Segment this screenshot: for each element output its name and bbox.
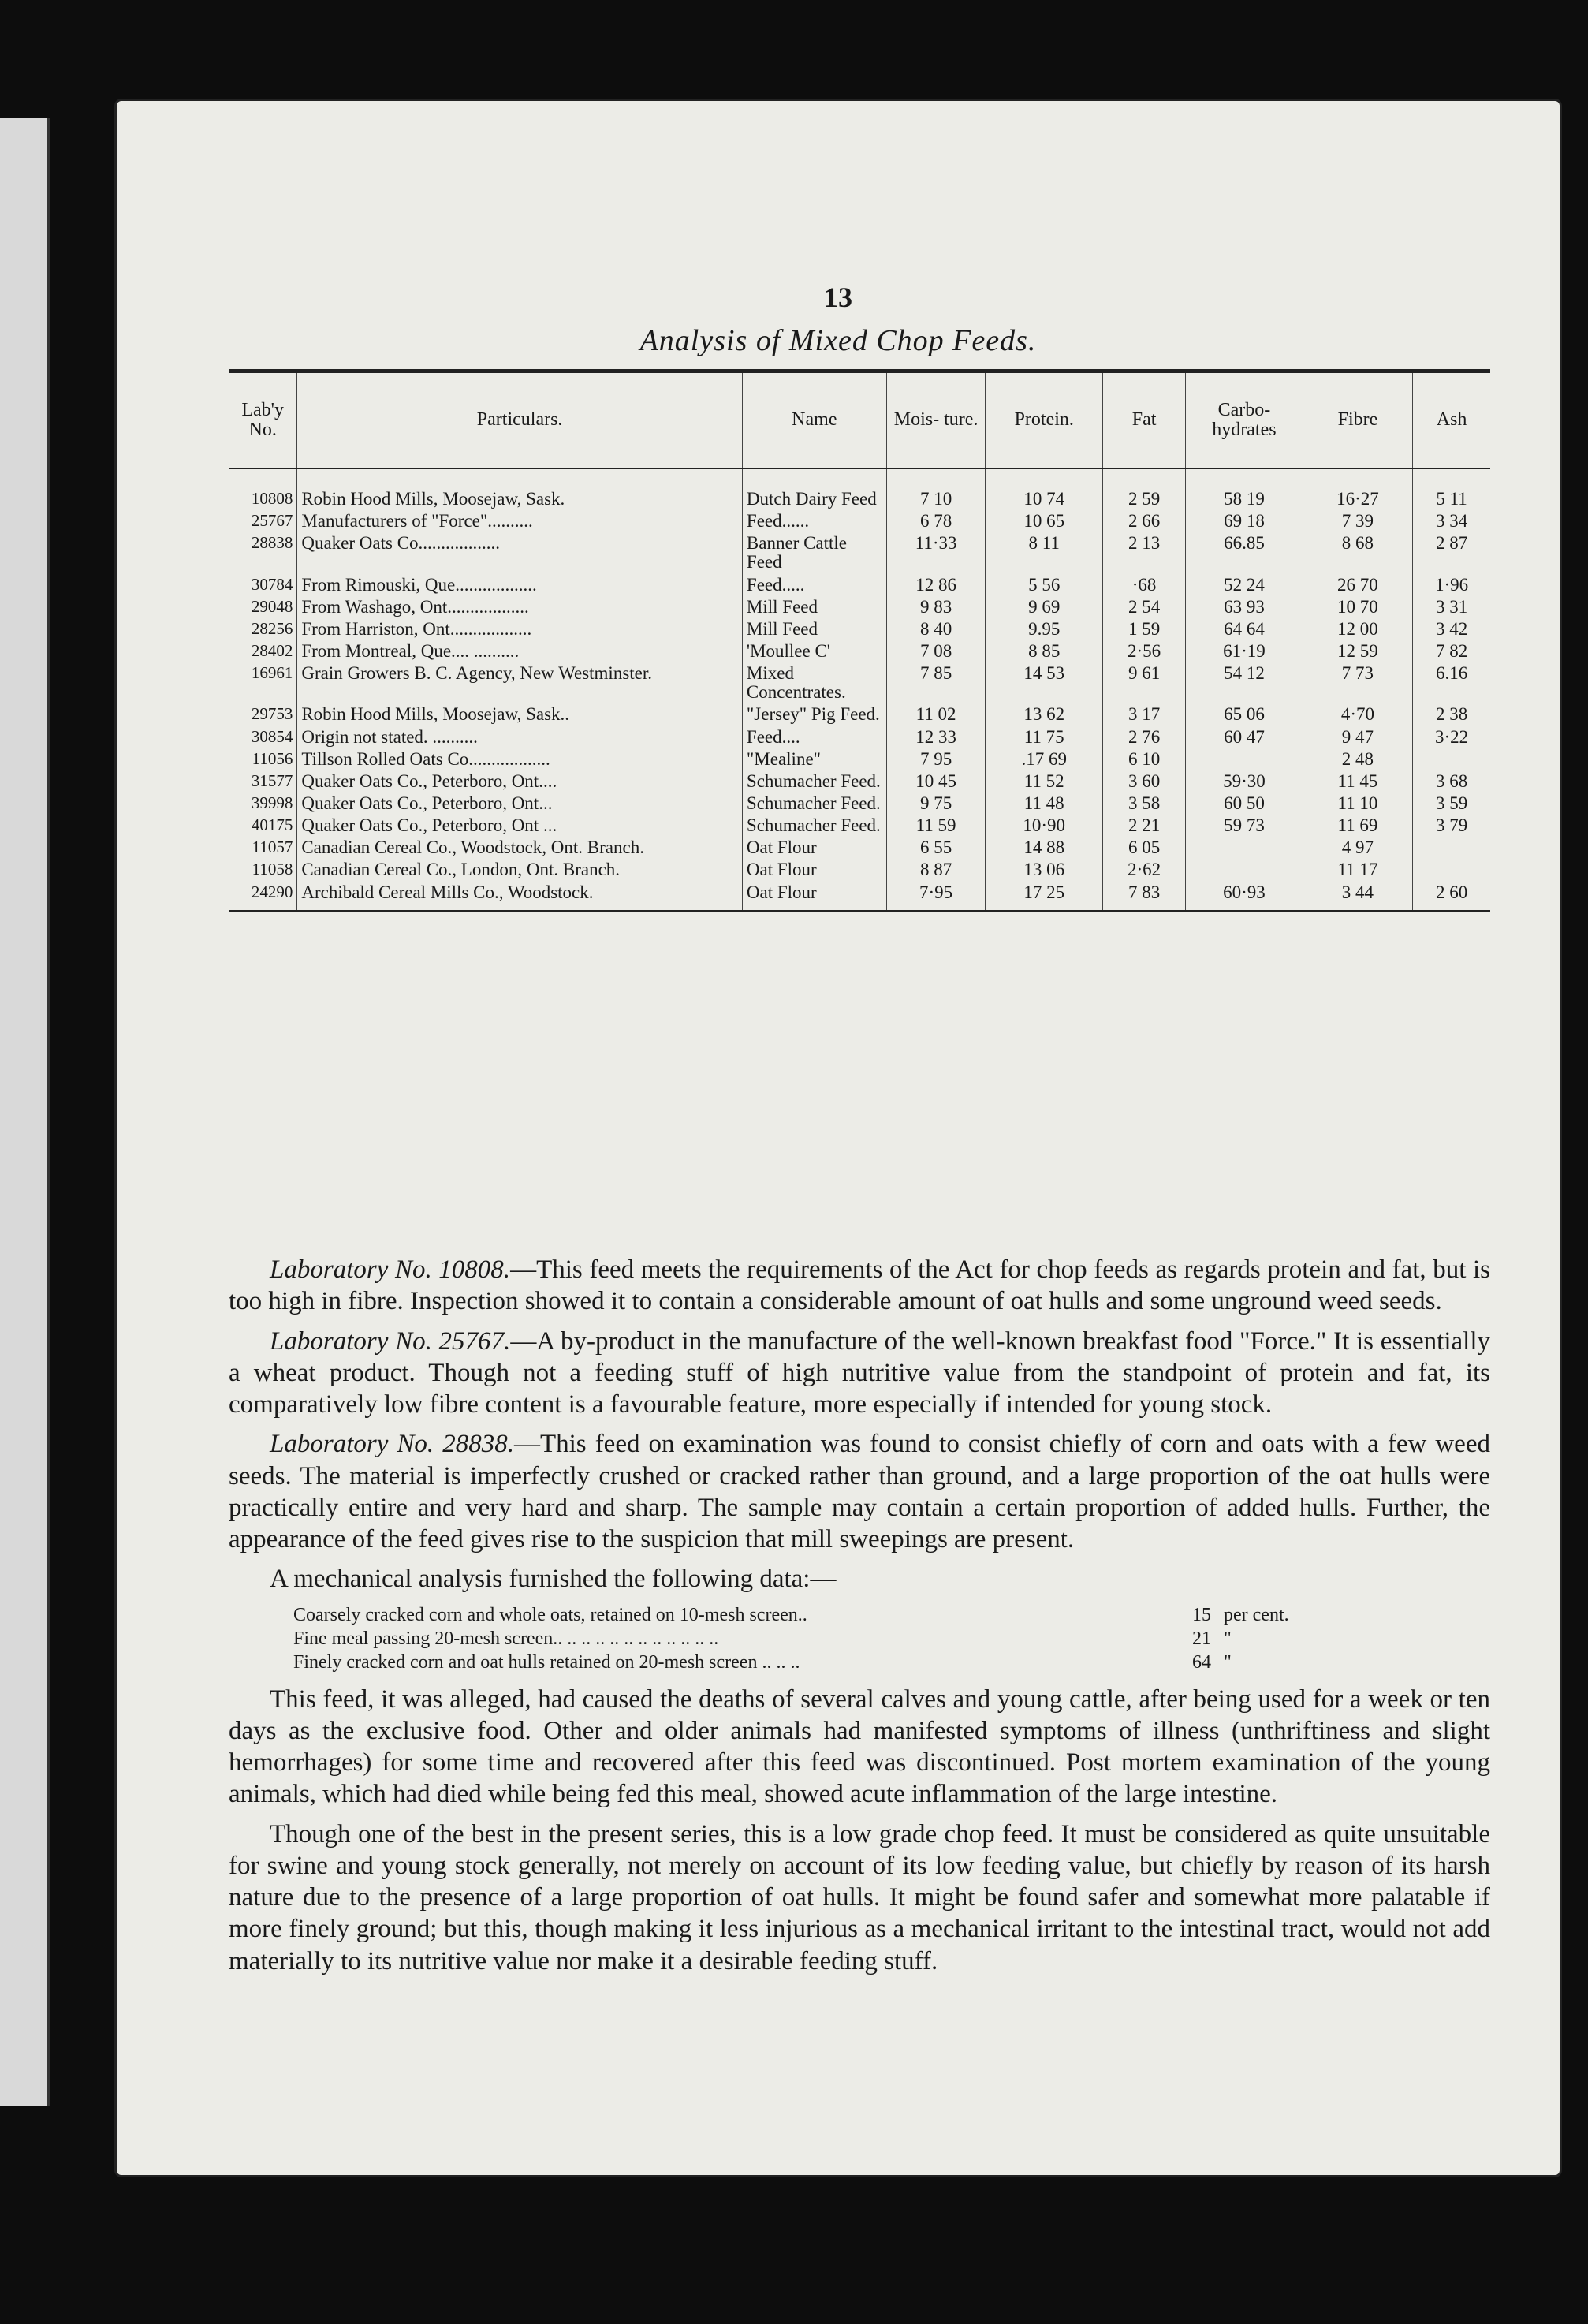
- cell-name: Feed....: [742, 726, 886, 748]
- cell-lab-number: 16961: [229, 662, 297, 703]
- cell-ash: 3 68: [1435, 770, 1468, 791]
- cell-fat: 2 66: [1103, 510, 1186, 532]
- table-row: [229, 662, 1490, 703]
- cell-name: "Jersey" Pig Feed.: [742, 703, 886, 726]
- table-row: [229, 596, 1490, 618]
- mechanical-row: [293, 1603, 1318, 1627]
- header-particulars: Particulars.: [297, 373, 743, 468]
- table-row: [229, 882, 1490, 911]
- header-protein: Protein.: [986, 373, 1103, 468]
- mechanical-label: Finely cracked corn and oat hulls retained on 20-mesh screen .. .. ..: [293, 1651, 800, 1673]
- table-row: [229, 468, 1490, 510]
- cell-lab-number: 11058: [229, 859, 297, 881]
- cell-ash: 2 87: [1435, 533, 1468, 554]
- cell-ash: 2 60: [1413, 882, 1490, 911]
- mechanical-label: Coarsely cracked corn and whole oats, retained on 10-mesh screen..: [293, 1604, 807, 1625]
- cell-particulars: From Washago, Ont..................: [297, 596, 743, 618]
- cell-ash: [1413, 859, 1490, 881]
- mechanical-label: Fine meal passing 20-mesh screen.. .. .. .. .. .. .. .. .. .. .. ..: [293, 1628, 719, 1649]
- cell-particulars: Quaker Oats Co., Peterboro, Ont...: [297, 793, 743, 815]
- cell-moisture: 11 02: [886, 703, 986, 726]
- table-row: [229, 859, 1490, 881]
- cell-particulars: From Harriston, Ont..................: [297, 618, 743, 640]
- cell-protein: 17 25: [986, 882, 1103, 911]
- page-number: 13: [824, 282, 852, 313]
- cell-moisture: 12 86: [886, 574, 986, 596]
- cell-name: Oat Flour: [742, 882, 886, 911]
- cell-lab-number: 25767: [229, 510, 297, 532]
- cell-protein: 10 65: [986, 510, 1103, 532]
- cell-carbohydrates: 63 93: [1186, 596, 1303, 618]
- header-lab: Lab'y No.: [229, 373, 297, 468]
- paragraph-text: —This feed on examination was found to consist chiefly of corn and oats with a few weed seeds. The material is imperfectly crushed or cracked rather than ground, and a large proportion of the oat hulls were practically entire and very hard and sharp. The sample may contain a certain proportion of added hulls. Further, the appearance of the feed gives rise to the suspicion that mill sweepings are present.: [229, 1430, 1490, 1554]
- cell-fibre: 11 10: [1303, 793, 1412, 815]
- cell-fat: 3 58: [1103, 793, 1186, 815]
- cell-particulars: Robin Hood Mills, Moosejaw, Sask.: [297, 468, 743, 510]
- cell-lab-number: 29753: [229, 703, 297, 726]
- cell-name: Dutch Dairy Feed: [742, 468, 886, 510]
- cell-protein: 11 48: [986, 793, 1103, 815]
- analysis-table-container: [229, 369, 1490, 912]
- cell-protein: 11 75: [986, 726, 1103, 748]
- cell-fibre: 4 97: [1303, 837, 1412, 859]
- cell-particulars: Quaker Oats Co., Peterboro, Ont ...: [297, 815, 743, 837]
- cell-fat: 6 10: [1103, 748, 1186, 770]
- cell-protein: 8 11: [986, 532, 1103, 573]
- mechanical-analysis: [293, 1603, 1318, 1674]
- paragraph-28838: [229, 1428, 1490, 1555]
- cell-carbohydrates: 64 64: [1186, 618, 1303, 640]
- cell-moisture: 8 87: [886, 859, 986, 881]
- cell-moisture: 7 10: [886, 468, 986, 510]
- cell-fat: 6 05: [1103, 837, 1186, 859]
- table-header-row: [229, 373, 1490, 468]
- cell-carbohydrates: 54 12: [1186, 662, 1303, 703]
- cell-ash: 3 79: [1435, 815, 1468, 836]
- cell-particulars: Robin Hood Mills, Moosejaw, Sask..: [297, 703, 743, 726]
- cell-fat: 3 17: [1103, 703, 1186, 726]
- cell-carbohydrates: 61·19: [1186, 640, 1303, 662]
- table-row: [229, 770, 1490, 793]
- cell-lab-number: 28256: [229, 618, 297, 640]
- cell-carbohydrates: 60 50: [1186, 793, 1303, 815]
- cell-protein: 10·90: [986, 815, 1103, 837]
- cell-carbohydrates: 59 73: [1186, 815, 1303, 837]
- cell-moisture: 9 83: [886, 596, 986, 618]
- cell-fat: 2 21: [1103, 815, 1186, 837]
- cell-carbohydrates: 69 18: [1186, 510, 1303, 532]
- cell-fat: 9 61: [1103, 662, 1186, 703]
- cell-protein: 11 52: [986, 770, 1103, 793]
- cell-name: "Mealine": [742, 748, 886, 770]
- table-row: [229, 618, 1490, 640]
- cell-particulars: Canadian Cereal Co., Woodstock, Ont. Branch.: [297, 837, 743, 859]
- paragraph-lead: Laboratory No. 28838.: [270, 1430, 514, 1459]
- cell-protein: 14 53: [986, 662, 1103, 703]
- cell-protein: 5 56: [986, 574, 1103, 596]
- cell-moisture: 10 45: [886, 770, 986, 793]
- paragraph-text: This feed, it was alleged, had caused the deaths of several calves and young cattle, after being used for a week or ten days as the exclusive food. Other and older animals had manifested symptoms of illness (unthriftiness and slight hemorrhages) for some time and recovered after this feed was discontinued. Post mortem examination of the young animals, which had died while being fed this meal, showed acute inflammation of the large intestine.: [229, 1684, 1490, 1809]
- paragraph-text: —This feed meets the requirements of the Act for chop feeds as regards protein and fat, but is too high in fibre. Inspection showed it to contain a considerable amount of oat hulls and some unground weed seeds.: [229, 1255, 1490, 1316]
- cell-particulars: Quaker Oats Co., Peterboro, Ont....: [297, 770, 743, 793]
- cell-protein: 10 74: [986, 468, 1103, 510]
- cell-name: Schumacher Feed.: [742, 770, 886, 793]
- cell-lab-number: 29048: [229, 596, 297, 618]
- cell-fibre: 11 17: [1303, 859, 1412, 881]
- cell-fat: 2·56: [1103, 640, 1186, 662]
- cell-moisture: 7 85: [886, 662, 986, 703]
- table-row: [229, 532, 1490, 573]
- cell-fibre: 10 70: [1303, 596, 1412, 618]
- cell-protein: 8 85: [986, 640, 1103, 662]
- table-row: [229, 815, 1490, 837]
- cell-particulars: Grain Growers B. C. Agency, New Westminster.: [297, 662, 743, 703]
- cell-particulars: Origin not stated. ..........: [297, 726, 743, 748]
- mechanical-row: [293, 1627, 1318, 1651]
- cell-name: 'Moullee C': [742, 640, 886, 662]
- paragraph-deaths: [229, 1684, 1490, 1811]
- cell-ash: 3 31: [1435, 596, 1468, 617]
- cell-lab-number: 24290: [229, 882, 297, 911]
- cell-fibre: 11 69: [1303, 815, 1412, 837]
- cell-name: Mill Feed: [742, 596, 886, 618]
- cell-fibre: 16·27: [1303, 468, 1412, 510]
- cell-moisture: 11 59: [886, 815, 986, 837]
- header-name: Name: [742, 373, 886, 468]
- mechanical-row: [293, 1651, 1318, 1674]
- cell-moisture: 12 33: [886, 726, 986, 748]
- cell-name: Mill Feed: [742, 618, 886, 640]
- cell-moisture: 7 95: [886, 748, 986, 770]
- mechanical-unit: per cent.: [1224, 1604, 1289, 1625]
- cell-name: Feed......: [742, 510, 886, 532]
- table-row: [229, 574, 1490, 596]
- cell-fat: 2 54: [1103, 596, 1186, 618]
- cell-name: Schumacher Feed.: [742, 815, 886, 837]
- cell-ash: [1413, 837, 1490, 859]
- table-row: [229, 726, 1490, 748]
- cell-lab-number: 30854: [229, 726, 297, 748]
- cell-fibre: 26 70: [1303, 574, 1412, 596]
- cell-name: Banner Cattle Feed: [742, 532, 886, 573]
- paragraph-conclusion: [229, 1819, 1490, 1977]
- cell-protein: 9.95: [986, 618, 1103, 640]
- paragraph-lead: Laboratory No. 25767.: [270, 1326, 511, 1356]
- cell-lab-number: 10808: [229, 468, 297, 510]
- cell-carbohydrates: 52 24: [1186, 574, 1303, 596]
- cell-fibre: 9 47: [1303, 726, 1412, 748]
- cell-fibre: 11 45: [1303, 770, 1412, 793]
- cell-protein: 9 69: [986, 596, 1103, 618]
- cell-carbohydrates: 59·30: [1186, 770, 1303, 793]
- cell-fibre: 4·70: [1303, 703, 1412, 726]
- cell-name: Feed.....: [742, 574, 886, 596]
- cell-protein: 14 88: [986, 837, 1103, 859]
- paragraph-mechanical-intro: [229, 1563, 1490, 1595]
- header-fat: Fat: [1103, 373, 1186, 468]
- header-moisture: Mois- ture.: [886, 373, 986, 468]
- paragraph-lead: Laboratory No. 10808.: [270, 1255, 511, 1284]
- cell-fibre: 8 68: [1303, 532, 1412, 573]
- paragraph-text: A mechanical analysis furnished the following data:—: [270, 1565, 837, 1594]
- cell-fat: ·68: [1103, 574, 1186, 596]
- cell-protein: 13 06: [986, 859, 1103, 881]
- cell-lab-number: 31577: [229, 770, 297, 793]
- cell-ash: 7 82: [1435, 640, 1468, 661]
- cell-carbohydrates: [1186, 748, 1303, 770]
- cell-fat: 2 59: [1103, 468, 1186, 510]
- cell-ash: 6.16: [1435, 663, 1468, 684]
- cell-ash: 3·22: [1434, 726, 1469, 747]
- cell-fat: 2 76: [1103, 726, 1186, 748]
- adjacent-page-edge: [0, 118, 50, 2106]
- cell-ash: 1·96: [1434, 574, 1469, 595]
- table-row: [229, 703, 1490, 726]
- cell-ash: 5 11: [1436, 489, 1467, 509]
- cell-fat: 2 13: [1103, 532, 1186, 573]
- table-row: [229, 748, 1490, 770]
- header-carbohydrates: Carbo- hydrates: [1186, 373, 1303, 468]
- cell-ash: 3 42: [1435, 618, 1468, 639]
- cell-fat: 3 60: [1103, 770, 1186, 793]
- cell-lab-number: 30784: [229, 574, 297, 596]
- mechanical-unit: ": [1224, 1628, 1232, 1649]
- paragraph-10808: [229, 1254, 1490, 1318]
- cell-lab-number: 39998: [229, 793, 297, 815]
- cell-moisture: 9 75: [886, 793, 986, 815]
- cell-moisture: 7·95: [886, 882, 986, 911]
- cell-moisture: 8 40: [886, 618, 986, 640]
- paragraph-text: Though one of the best in the present series, this is a low grade chop feed. It must be considered as quite unsuitable for swine and young stock generally, not merely on account of its low feeding value, but chiefly by reason of its harsh nature due to the presence of a large proportion of oat hulls. It might be found safer and somewhat more palatable if more finely ground; but this, though making it less injurious as a mechanical irritant to the intestinal tract, would not add materially to its nutritive value nor make it a desirable feeding stuff.: [229, 1819, 1490, 1975]
- mechanical-value: 21: [1192, 1628, 1211, 1649]
- document-page: [117, 101, 1560, 2175]
- cell-moisture: 6 55: [886, 837, 986, 859]
- table-row: [229, 640, 1490, 662]
- cell-carbohydrates: 60 47: [1186, 726, 1303, 748]
- cell-particulars: Canadian Cereal Co., London, Ont. Branch.: [297, 859, 743, 881]
- cell-ash: 3 59: [1435, 793, 1468, 813]
- cell-protein: 13 62: [986, 703, 1103, 726]
- cell-carbohydrates: 60·93: [1186, 882, 1303, 911]
- cell-fibre: 2 48: [1303, 748, 1412, 770]
- cell-fat: 2·62: [1103, 859, 1186, 881]
- cell-name: Oat Flour: [742, 859, 886, 881]
- table-body: [229, 468, 1490, 911]
- cell-fibre: 7 73: [1303, 662, 1412, 703]
- cell-lab-number: 28838: [229, 532, 297, 573]
- cell-particulars: Tillson Rolled Oats Co..................: [297, 748, 743, 770]
- cell-moisture: 6 78: [886, 510, 986, 532]
- cell-name: Mixed Concentrates.: [742, 662, 886, 703]
- cell-carbohydrates: 65 06: [1186, 703, 1303, 726]
- cell-lab-number: 28402: [229, 640, 297, 662]
- table-title: Analysis of Mixed Chop Feeds.: [639, 324, 1037, 357]
- analysis-table: [229, 373, 1490, 912]
- cell-fibre: 3 44: [1303, 882, 1412, 911]
- cell-fat: 7 83: [1103, 882, 1186, 911]
- cell-ash: 3 34: [1435, 511, 1468, 532]
- cell-fibre: 7 39: [1303, 510, 1412, 532]
- mechanical-value: 64: [1192, 1651, 1211, 1673]
- cell-protein: .17 69: [986, 748, 1103, 770]
- cell-carbohydrates: [1186, 837, 1303, 859]
- cell-fibre: 12 59: [1303, 640, 1412, 662]
- cell-lab-number: 11057: [229, 837, 297, 859]
- cell-ash: [1413, 748, 1490, 770]
- cell-carbohydrates: 58 19: [1186, 468, 1303, 510]
- cell-fibre: 12 00: [1303, 618, 1412, 640]
- cell-lab-number: 40175: [229, 815, 297, 837]
- cell-name: Schumacher Feed.: [742, 793, 886, 815]
- paragraph-text: —A by-product in the manufacture of the well-known breakfast food "Force." It is essentially a wheat product. Though not a feeding stuff of high nutritive value from the standpoint of protein and fat, its comparatively low fibre content is a favourable feature, more especially if intended for young stock.: [229, 1326, 1490, 1419]
- table-row: [229, 510, 1490, 532]
- cell-particulars: Manufacturers of "Force"..........: [297, 510, 743, 532]
- cell-fat: 1 59: [1103, 618, 1186, 640]
- table-row: [229, 793, 1490, 815]
- header-fibre: Fibre: [1303, 373, 1412, 468]
- cell-moisture: 7 08: [886, 640, 986, 662]
- cell-name: Oat Flour: [742, 837, 886, 859]
- mechanical-value: 15: [1192, 1604, 1211, 1625]
- cell-particulars: From Montreal, Que.... ..........: [297, 640, 743, 662]
- table-row: [229, 837, 1490, 859]
- cell-lab-number: 11056: [229, 748, 297, 770]
- header-ash: Ash: [1413, 373, 1490, 468]
- cell-moisture: 11·33: [886, 532, 986, 573]
- mechanical-unit: ": [1224, 1651, 1232, 1673]
- body-text: [229, 1254, 1490, 1985]
- cell-particulars: From Rimouski, Que..................: [297, 574, 743, 596]
- paragraph-25767: [229, 1326, 1490, 1421]
- cell-particulars: Quaker Oats Co..................: [297, 532, 743, 573]
- cell-particulars: Archibald Cereal Mills Co., Woodstock.: [297, 882, 743, 911]
- cell-carbohydrates: [1186, 859, 1303, 881]
- cell-carbohydrates: 66.85: [1186, 532, 1303, 573]
- cell-ash: 2 38: [1435, 704, 1468, 725]
